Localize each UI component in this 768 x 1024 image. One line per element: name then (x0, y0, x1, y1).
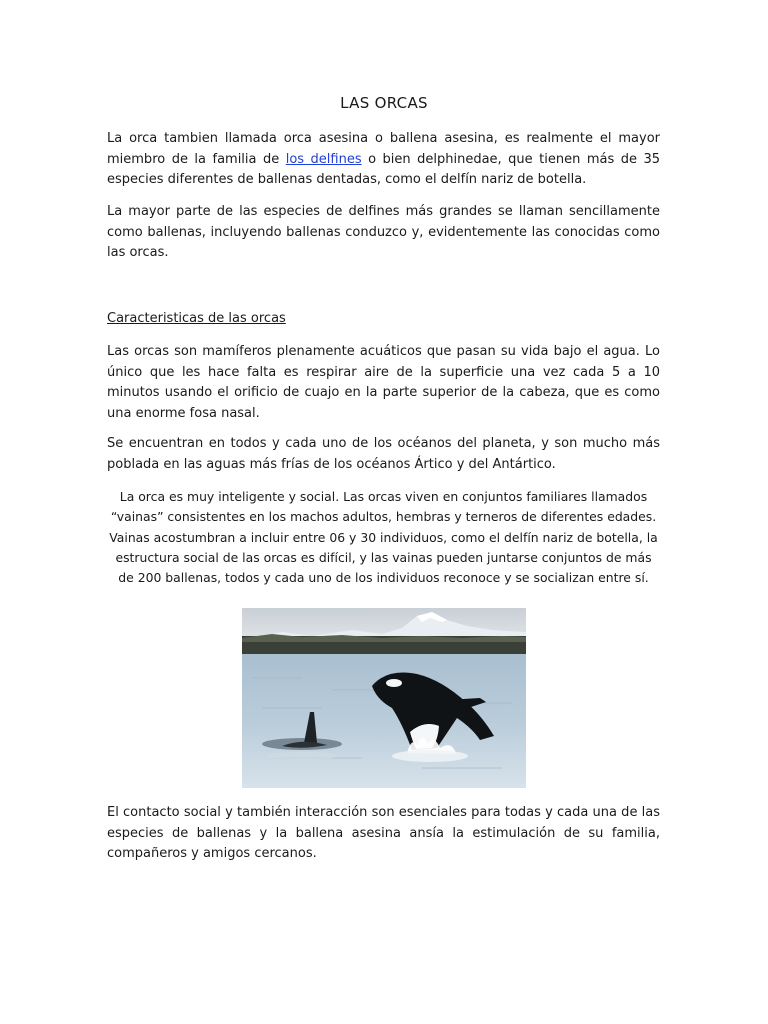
social-contact-paragraph: El contacto social y también interacción son esenciales para todas y cada una de las especies de ballenas y la ballena asesina ansía la estimulación de su familia, compañeros y amigos cercanos. (107, 805, 660, 861)
orca-photo (242, 608, 526, 788)
habitat-paragraph: Se encuentran en todos y cada uno de los océanos del planeta, y son mucho más poblada en las aguas más frías de los océanos Ártico y del Antártico. (107, 436, 660, 472)
social-paragraph: La orca es muy inteligente y social. Las orcas viven en conjuntos familiares llamados “vainas” consistentes en los machos adultos, hembras y terneros de diferentes edades. Vainas acostumbran a incluir entre 06 y 30 individuos, como el delfín nariz de botella, la estructura social de las orcas es difícil, y las vainas pueden juntarse conjuntos de más de 200 ballenas, todos y cada uno de los individuos reconoce y se socializan entre sí. (109, 489, 658, 586)
delfines-link[interactable]: los delfines (285, 151, 362, 167)
intro-text-before-link: La orca tambien llamada orca asesina o ballena asesina, es realmente el mayor miembro de la familia de (107, 131, 660, 167)
mammals-paragraph: Las orcas son mamíferos plenamente acuáticos que pasan su vida bajo el agua. Lo único que les hace falta es respirar aire de la superficie una vez cada 5 a 10 minutos usando el orificio de cuajo en la parte superior de la cabeza, que es como una enorme fosa nasal. (107, 344, 660, 421)
intro-paragraph (107, 129, 660, 191)
page-title: LAS ORCAS (340, 94, 428, 112)
species-paragraph: La mayor parte de las especies de delfines más grandes se llaman sencillamente como ballenas, incluyendo ballenas conduzco y, evidentemente las conocidas como las orcas. (107, 204, 660, 260)
intro-text-after-link: o bien delphinedae, que tienen más de 35 especies diferentes de ballenas dentadas, como el delfín nariz de botella. (107, 151, 660, 187)
section-heading: Caracteristicas de las orcas (107, 311, 286, 326)
